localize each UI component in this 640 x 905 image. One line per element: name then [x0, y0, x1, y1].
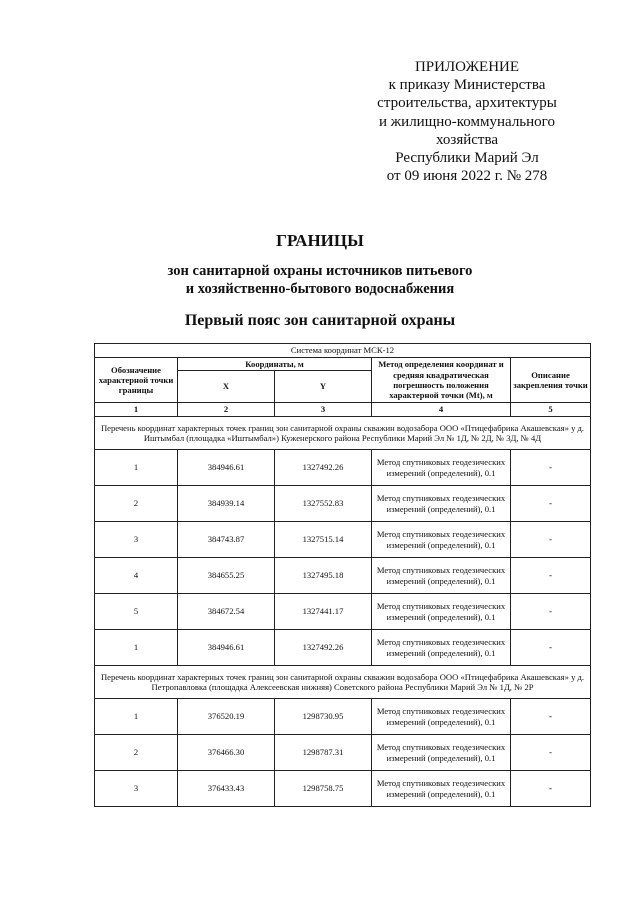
coordinate-x: 384655.25	[178, 558, 275, 594]
point-number: 1	[95, 450, 178, 486]
fixing-description: -	[511, 699, 591, 735]
appendix-line: от 09 июня 2022 г. № 278	[386, 168, 548, 185]
point-number: 3	[95, 771, 178, 807]
coordinate-x: 384946.61	[178, 630, 275, 666]
fixing-description: -	[511, 522, 591, 558]
method-text: Метод спутниковых геодезических измерений (определений), 0.1	[372, 450, 511, 486]
header-x: X	[178, 371, 275, 403]
coordinate-y: 1327441.17	[275, 594, 372, 630]
coordinate-x: 384939.14	[178, 486, 275, 522]
fixing-description: -	[511, 594, 591, 630]
table-row	[95, 735, 591, 771]
method-text: Метод спутниковых геодезических измерений (определений), 0.1	[372, 699, 511, 735]
table-row	[95, 450, 591, 486]
fixing-description: -	[511, 558, 591, 594]
header-designation: Обозначение характерной точки границы	[95, 358, 178, 403]
coordinate-y: 1327495.18	[275, 558, 372, 594]
header-y: Y	[275, 371, 372, 403]
coordinate-x: 384743.87	[178, 522, 275, 558]
appendix-block	[362, 58, 572, 185]
coordinate-x: 376520.19	[178, 699, 275, 735]
table-row	[95, 522, 591, 558]
appendix-line: и жилищно-коммунального	[379, 113, 555, 130]
table-row	[95, 699, 591, 735]
coordinate-y: 1298730.95	[275, 699, 372, 735]
table-row	[95, 486, 591, 522]
point-number: 1	[95, 630, 178, 666]
system-row	[95, 344, 591, 358]
coordinate-y: 1327552.83	[275, 486, 372, 522]
method-text: Метод спутниковых геодезических измерений (определений), 0.1	[372, 486, 511, 522]
document-subtitle	[0, 262, 640, 298]
column-number: 3	[275, 403, 372, 417]
table-row	[95, 771, 591, 807]
appendix-line: строительства, архитектуры	[377, 95, 557, 112]
fixing-description: -	[511, 771, 591, 807]
point-number: 2	[95, 735, 178, 771]
method-text: Метод спутниковых геодезических измерений (определений), 0.1	[372, 771, 511, 807]
group-caption-row	[95, 666, 591, 699]
header-coordinates: Координаты, м	[178, 358, 372, 371]
method-text: Метод спутниковых геодезических измерений (определений), 0.1	[372, 558, 511, 594]
coordinate-system: Система координат МСК-12	[95, 344, 591, 358]
point-number: 5	[95, 594, 178, 630]
method-text: Метод спутниковых геодезических измерений (определений), 0.1	[372, 594, 511, 630]
group-caption: Перечень координат характерных точек границ зон санитарной охраны скважин водозабора ООО «Птицефабрика Акашевская» у д. Иштымбал (площадка «Иштымбал») Куженерского района Республики Марий Эл № 1Д, № 2Д, № 3Д, № 4Д	[95, 417, 591, 450]
column-number: 5	[511, 403, 591, 417]
coordinate-y: 1327492.26	[275, 630, 372, 666]
table-row	[95, 558, 591, 594]
column-number: 4	[372, 403, 511, 417]
document-title: ГРАНИЦЫ	[276, 231, 364, 250]
coordinates-table	[94, 343, 591, 807]
point-number: 1	[95, 699, 178, 735]
coordinate-x: 376466.30	[178, 735, 275, 771]
coordinate-y: 1327492.26	[275, 450, 372, 486]
group-caption-row	[95, 417, 591, 450]
belt-heading: Первый пояс зон санитарной охраны	[184, 312, 456, 329]
subtitle-line-2: и хозяйственно-бытового водоснабжения	[185, 281, 455, 297]
fixing-description: -	[511, 735, 591, 771]
subtitle-line-1: зон санитарной охраны источников питьевого	[167, 263, 473, 279]
coordinate-y: 1298787.31	[275, 735, 372, 771]
fixing-description: -	[511, 630, 591, 666]
table-row	[95, 594, 591, 630]
column-number: 2	[178, 403, 275, 417]
method-text: Метод спутниковых геодезических измерений (определений), 0.1	[372, 522, 511, 558]
point-number: 4	[95, 558, 178, 594]
point-number: 2	[95, 486, 178, 522]
header-description: Описание закрепления точки	[511, 358, 591, 403]
table-row	[95, 630, 591, 666]
column-number: 1	[95, 403, 178, 417]
coordinate-x: 384946.61	[178, 450, 275, 486]
coordinate-y: 1327515.14	[275, 522, 372, 558]
fixing-description: -	[511, 486, 591, 522]
appendix-line: к приказу Министерства	[388, 77, 546, 94]
column-number-row	[95, 403, 591, 417]
appendix-line: Республики Марий Эл	[395, 150, 539, 167]
coordinate-x: 384672.54	[178, 594, 275, 630]
appendix-line: хозяйства	[435, 131, 499, 148]
method-text: Метод спутниковых геодезических измерений (определений), 0.1	[372, 630, 511, 666]
header-method: Метод определения координат и средняя квадратическая погрешность положения характерной точки (Mt), м	[372, 358, 511, 403]
group-caption: Перечень координат характерных точек границ зон санитарной охраны скважин водозабора ООО «Птицефабрика Акашевская» у д. Петропавловка (площадка Алексеевская нижняя) Советского района Республики Марий Эл № 1Д, № 2Р	[95, 666, 591, 699]
fixing-description: -	[511, 450, 591, 486]
point-number: 3	[95, 522, 178, 558]
appendix-line: ПРИЛОЖЕНИЕ	[414, 59, 520, 75]
header-row	[95, 358, 591, 371]
coordinate-y: 1298758.75	[275, 771, 372, 807]
method-text: Метод спутниковых геодезических измерений (определений), 0.1	[372, 735, 511, 771]
coordinate-x: 376433.43	[178, 771, 275, 807]
